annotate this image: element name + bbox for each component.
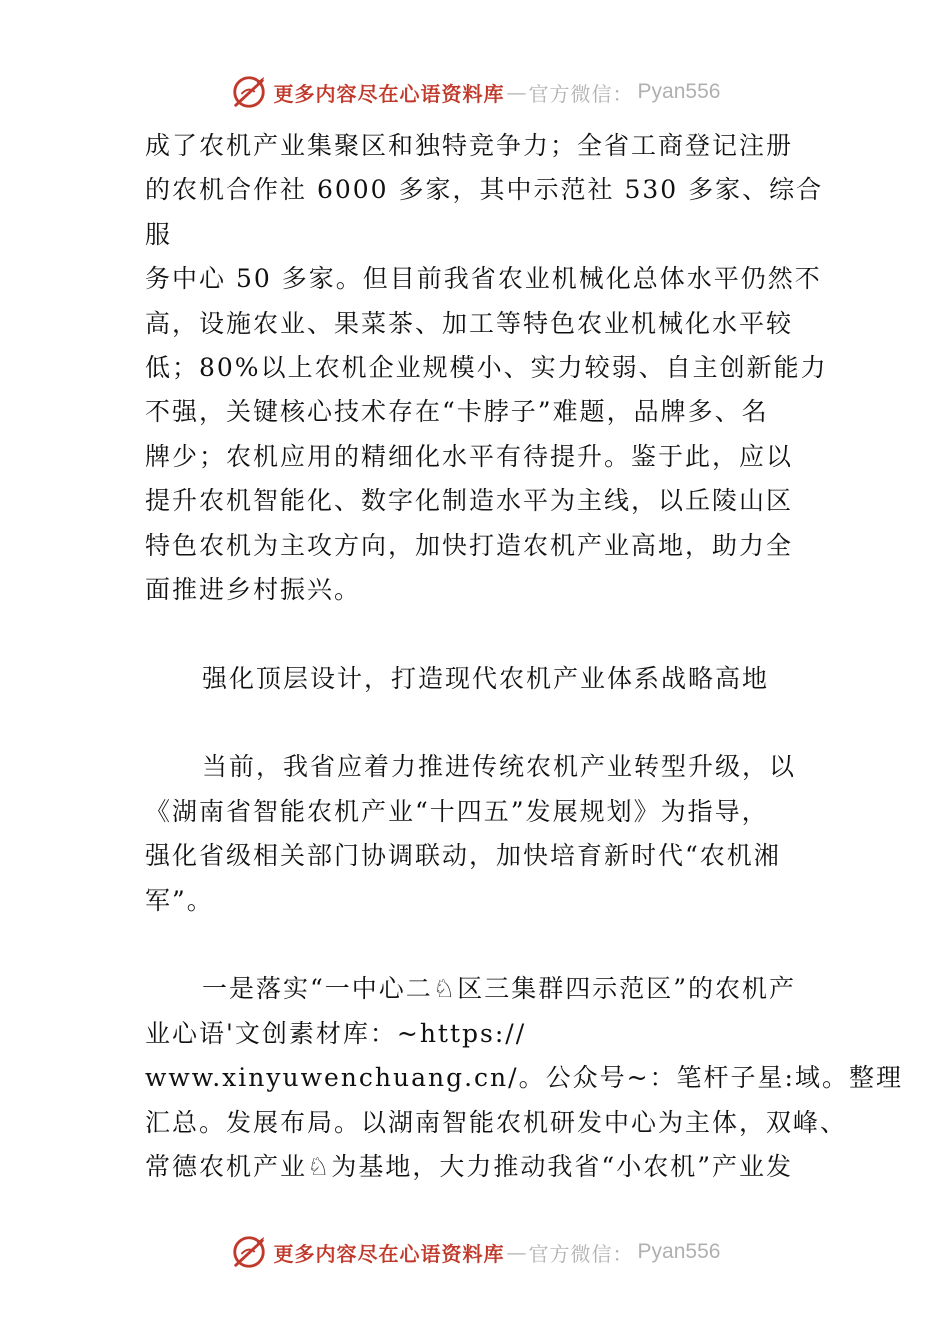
banner-brand-text: 更多内容尽在心语资料库	[273, 1241, 505, 1266]
paragraph-gap	[145, 612, 845, 656]
logo-icon	[230, 73, 268, 111]
text-line: 的农机合作社 6000 多家，其中示范社 530 多家、综合	[145, 175, 824, 205]
logo-icon	[230, 1233, 268, 1271]
text-line: 当前，我省应着力推进传统农机产业转型升级，以	[202, 752, 797, 782]
text-line: 特色农机为主攻方向，加快打造农机产业高地，助力全	[145, 530, 794, 560]
text-line: 务中心 50 多家。但目前我省农业机械化总体水平仍然不	[145, 264, 822, 294]
text-line: 低；80%以上农机企业规模小、实力较弱、自主创新能力	[145, 352, 828, 382]
paragraph-gap	[145, 923, 845, 967]
text-line: 服	[145, 219, 173, 249]
text-line: 面推进乡村振兴。	[145, 574, 362, 604]
footer-watermark-banner	[0, 1232, 950, 1272]
text-line: 业心语'文创素材库：~https://	[145, 1018, 527, 1048]
text-line: 高，设施农业、果菜茶、加工等特色农业机械化水平较	[145, 308, 794, 338]
text-line: www.xinyuwenchuang.cn/。公众号~：笔杆子星:域。整理	[145, 1063, 903, 1093]
text-line: 牌少；农机应用的精细化水平有待提升。鉴于此，应以	[145, 441, 794, 471]
text-line: 提升农机智能化、数字化制造水平为主线，以丘陵山区	[145, 486, 794, 516]
paragraph-2	[145, 745, 845, 923]
banner-wechat-id: Pyan556	[637, 80, 721, 103]
paragraph-gap	[145, 701, 845, 745]
header-watermark-banner	[0, 72, 950, 112]
banner-separator: —	[506, 80, 527, 104]
paragraph-3	[145, 967, 903, 1189]
document-body	[145, 124, 903, 1189]
banner-separator: —	[506, 1240, 527, 1264]
text-line: 常德农机产业♘为基地，大力推动我省“小农机”产业发	[145, 1151, 793, 1181]
text-line: 军”。	[145, 885, 214, 915]
text-line: 不强，关键核心技术存在“卡脖子”难题，品牌多、名	[145, 397, 769, 427]
text-line: 成了农机产业集聚区和独特竞争力；全省工商登记注册	[145, 131, 794, 160]
text-line: 《湖南省智能农机产业“十四五”发展规划》为指导，	[145, 796, 769, 826]
text-line: 强化省级相关部门协调联动，加快培育新时代“农机湘	[145, 841, 781, 871]
text-line: 一是落实“一中心二♘区三集群四示范区”的农机产	[202, 974, 796, 1004]
section-heading: 强化顶层设计，打造现代农机产业体系战略高地	[202, 663, 770, 693]
banner-wechat-label: 官方微信：	[528, 1241, 634, 1266]
banner-wechat-id: Pyan556	[637, 1240, 721, 1263]
banner-wechat-label: 官方微信：	[528, 81, 634, 106]
banner-brand-text: 更多内容尽在心语资料库	[273, 81, 505, 106]
text-line: 汇总。发展布局。以湖南智能农机研发中心为主体，双峰、	[145, 1107, 848, 1137]
paragraph-1	[145, 124, 845, 612]
